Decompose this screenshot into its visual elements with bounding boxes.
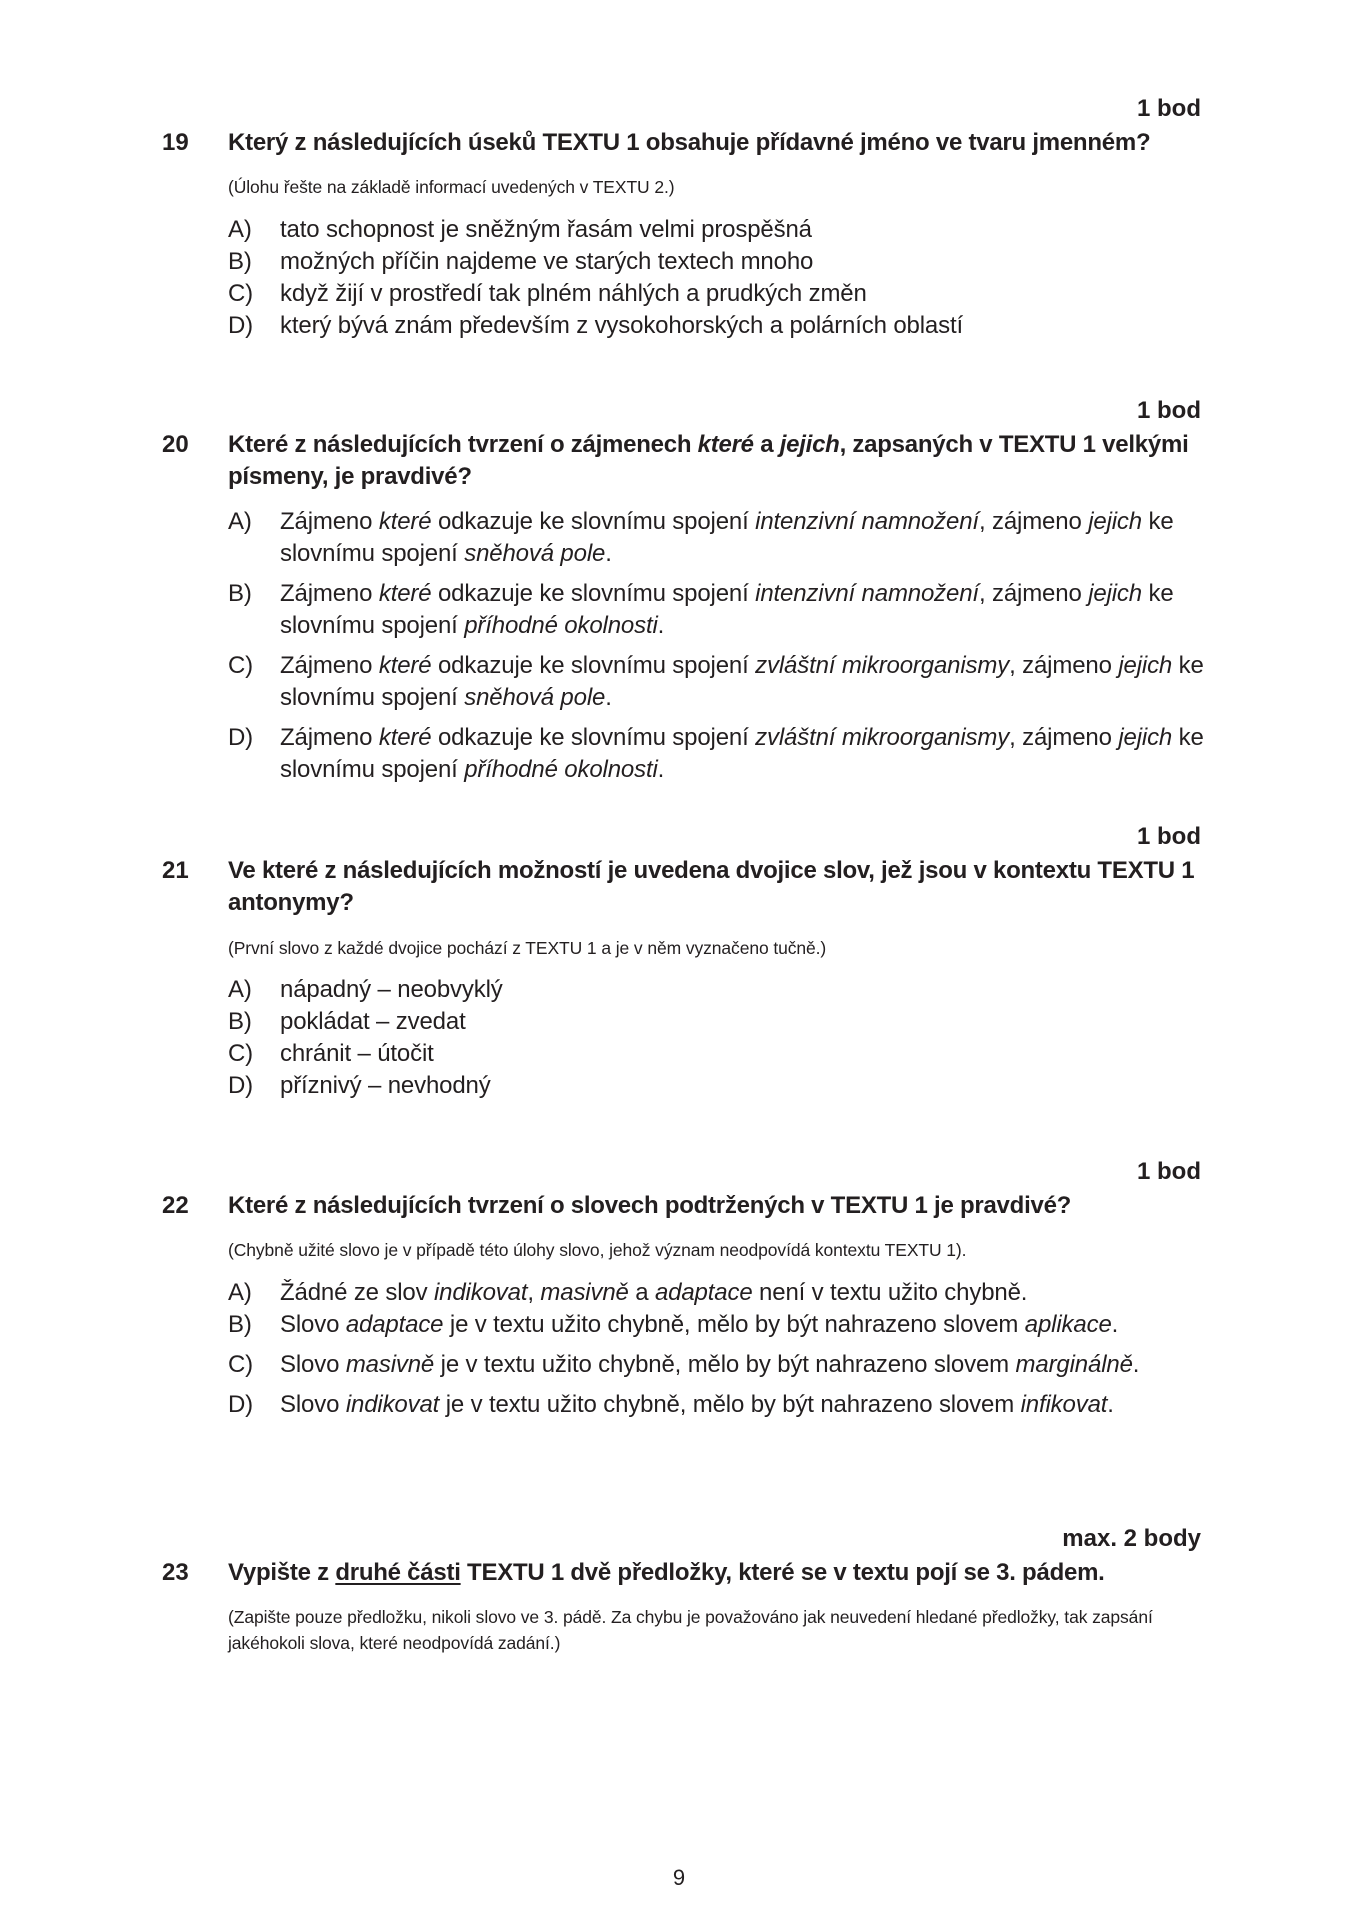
options-list: [228, 214, 1218, 342]
task-points: 1 bod: [1137, 823, 1201, 850]
option-text: chránit – útočit: [280, 1040, 434, 1067]
options-list: [228, 974, 1218, 1102]
task-note: (Úlohu řešte na základě informací uvedených v TEXTU 2.): [228, 177, 675, 197]
task-number: 22: [162, 1192, 189, 1219]
keyword: jejich: [779, 431, 840, 458]
task-points: 1 bod: [1137, 1158, 1201, 1185]
option-b[interactable]: B) Slovo adaptace je v textu užito chybně, mělo by být nahrazeno slovem aplikace.: [228, 1309, 1218, 1341]
option-c[interactable]: C) Zájmeno které odkazuje ke slovnímu spojení zvláštní mikroorganismy, zájmeno jejich ke slovnímu spojení sněhová pole.: [228, 652, 1204, 711]
page-number: 9: [672, 1865, 686, 1890]
keyword: které: [697, 431, 754, 458]
task-note: (Chybně užité slovo je v případě této úlohy slovo, jehož význam neodpovídá kontextu TEXTU 1).: [228, 1240, 967, 1260]
option-d[interactable]: D) Zájmeno které odkazuje ke slovnímu spojení zvláštní mikroorganismy, zájmeno jejich ke slovnímu spojení příhodné okolnosti.: [228, 724, 1204, 783]
task-note: (První slovo z každé dvojice pochází z TEXTU 1 a je v něm vyznačeno tučně.): [228, 938, 827, 958]
option-text: když žijí v prostředí tak plném náhlých a prudkých změn: [280, 280, 867, 307]
option-letter: D): [228, 312, 254, 339]
option-letter: C): [228, 1040, 254, 1067]
task-question: Které z následujících tvrzení o zájmenech které a jejich, zapsaných v TEXTU 1 velkými písmeny, je pravdivé?: [228, 431, 1189, 490]
task-number: 20: [162, 431, 189, 458]
option-d[interactable]: [228, 1070, 1218, 1102]
option-letter: A): [228, 976, 252, 1003]
task-question: Které z následujících tvrzení o slovech podtržených v TEXTU 1 je pravdivé?: [228, 1192, 1072, 1219]
option-letter: A): [228, 216, 252, 243]
option-letter: B): [228, 248, 252, 275]
option-text: příznivý – nevhodný: [280, 1072, 491, 1099]
options-list: [228, 506, 1218, 786]
option-c[interactable]: [228, 1038, 1218, 1070]
option-a[interactable]: [228, 974, 1218, 1006]
option-letter: D): [228, 1391, 254, 1418]
option-text: který bývá znám především z vysokohorských a polárních oblastí: [280, 312, 963, 339]
option-d[interactable]: D) Slovo indikovat je v textu užito chybně, mělo by být nahrazeno slovem infikovat.: [228, 1389, 1218, 1421]
option-b[interactable]: [228, 246, 1218, 278]
task-points: 1 bod: [1137, 95, 1201, 122]
option-b[interactable]: B) Zájmeno které odkazuje ke slovnímu spojení intenzivní namnožení, zájmeno jejich ke slovnímu spojení příhodné okolnosti.: [228, 580, 1174, 639]
option-a[interactable]: [228, 214, 1218, 246]
underlined-phrase: druhé části: [335, 1559, 461, 1586]
option-letter: C): [228, 280, 254, 307]
option-text: nápadný – neobvyklý: [280, 976, 503, 1003]
option-letter: D): [228, 724, 254, 751]
task-number: 19: [162, 129, 189, 156]
option-a[interactable]: A) Zájmeno které odkazuje ke slovnímu spojení intenzivní namnožení, zájmeno jejich ke slovnímu spojení sněhová pole.: [228, 508, 1174, 567]
task-question: Který z následujících úseků TEXTU 1 obsahuje přídavné jméno ve tvaru jmenném?: [228, 129, 1151, 156]
option-letter: D): [228, 1072, 254, 1099]
option-text: tato schopnost je sněžným řasám velmi prospěšná: [280, 216, 812, 243]
task-question: Vypište z druhé části TEXTU 1 dvě předložky, které se v textu pojí se 3. pádem.: [228, 1559, 1105, 1586]
task-points: 1 bod: [1137, 397, 1201, 424]
option-letter: A): [228, 1279, 252, 1306]
option-d[interactable]: [228, 310, 1218, 342]
task-question: Ve které z následujících možností je uvedena dvojice slov, jež jsou v kontextu TEXTU 1 antonymy?: [228, 857, 1195, 916]
task-number: 21: [162, 857, 189, 884]
task-points: max. 2 body: [1062, 1525, 1201, 1552]
option-letter: C): [228, 652, 254, 679]
option-letter: C): [228, 1351, 254, 1378]
task-note: (Zapište pouze předložku, nikoli slovo ve 3. pádě. Za chybu je považováno jak neuvedení hledané předložky, tak zapsání jakéhokoli slova, které neodpovídá zadání.): [228, 1607, 1153, 1653]
option-c[interactable]: [228, 278, 1218, 310]
option-c[interactable]: C) Slovo masivně je v textu užito chybně, mělo by být nahrazeno slovem marginálně.: [228, 1349, 1218, 1381]
option-letter: B): [228, 1008, 252, 1035]
option-letter: B): [228, 580, 252, 607]
task-number: 23: [162, 1559, 189, 1586]
option-letter: B): [228, 1311, 252, 1338]
options-list: [228, 1277, 1218, 1421]
option-text: pokládat – zvedat: [280, 1008, 466, 1035]
option-letter: A): [228, 508, 252, 535]
option-text: možných příčin najdeme ve starých textech mnoho: [280, 248, 814, 275]
option-a[interactable]: A) Žádné ze slov indikovat, masivně a adaptace není v textu užito chybně.: [228, 1277, 1218, 1309]
option-b[interactable]: [228, 1006, 1218, 1038]
